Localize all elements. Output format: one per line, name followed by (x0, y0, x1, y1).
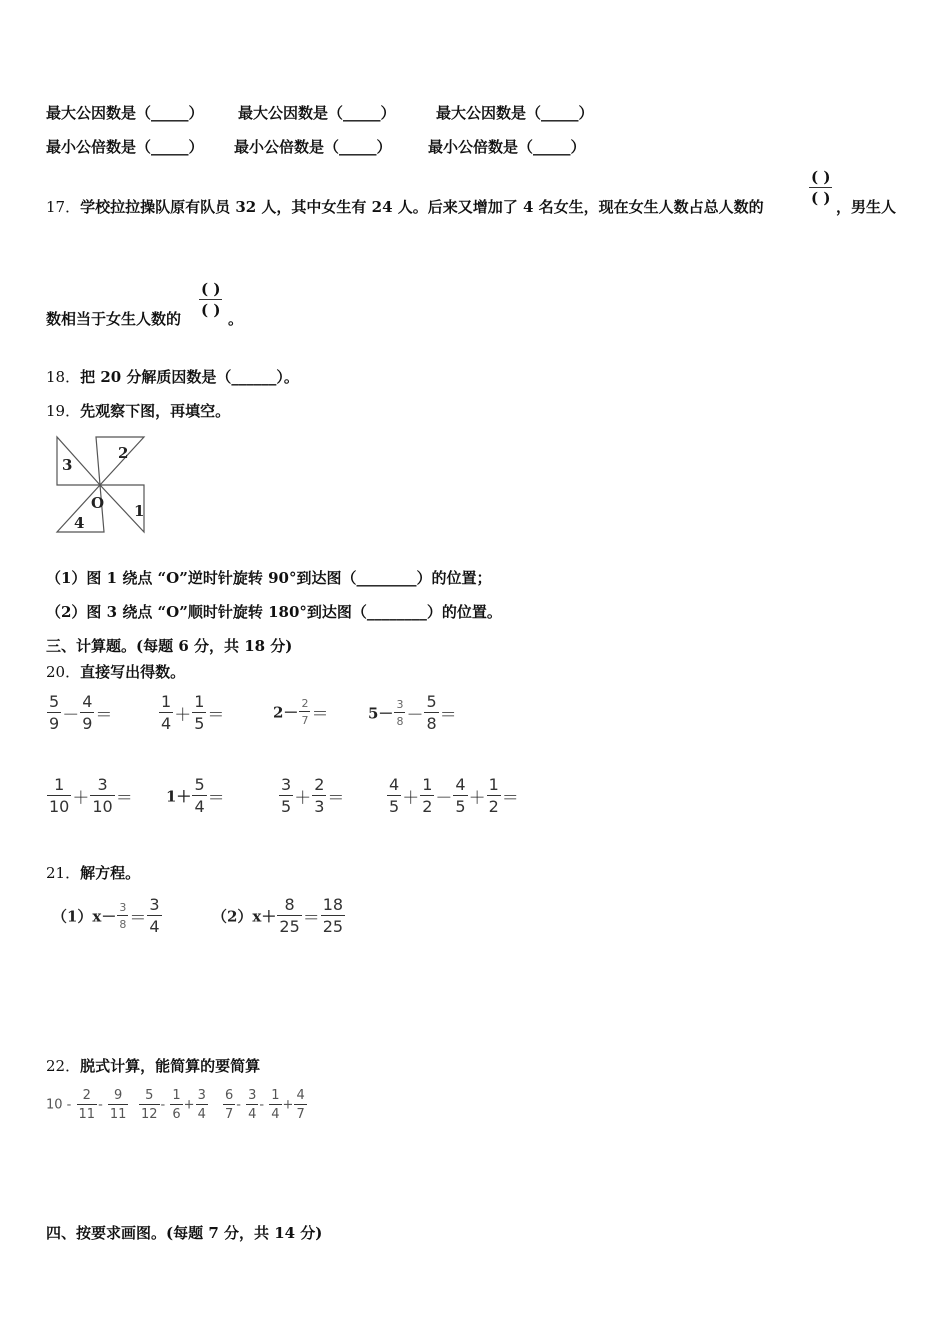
lcm-blank-3: 最小公倍数是（_____） (428, 138, 586, 156)
fraction-numerator-blank: ( ) (811, 168, 831, 186)
question-text: 学校拉拉操队原有队员 32 人，其中女生有 24 人。后来又增加了 4 名女生，现在女生人数占总人数的 (80, 198, 764, 216)
eq-text: ＝ (115, 788, 133, 809)
fraction-denominator-blank: ( ) (811, 189, 831, 207)
a-d-text: 7 (225, 1107, 234, 1122)
a-d-text: 9 (49, 714, 60, 733)
lcm-blank-1: 最小公倍数是（_____） (46, 138, 204, 156)
b-n-text: 2 (314, 775, 325, 794)
b-d-text: 10 (92, 797, 113, 816)
op-text: ＋ (294, 788, 312, 809)
figure-label-3: 3 (62, 456, 73, 474)
a-n-text: 4 (389, 775, 400, 794)
lcm-blank-2: 最小公倍数是（_____） (234, 138, 392, 156)
question-19-sub1: （1）图 1 绕点 “O”逆时针旋转 90°到达图（________）的位置； (46, 569, 492, 587)
a-n-text: 5 (139, 1089, 160, 1105)
question-19 (46, 400, 230, 421)
a-n-text: 6 (225, 1088, 234, 1103)
expression-20-6 (166, 777, 225, 815)
title-text: 四、按要求画图。(每题 7 分，共 14 分) (46, 1224, 323, 1242)
eq-text: ＝ (302, 908, 320, 929)
question-20 (46, 661, 185, 682)
d-d-text: 7 (296, 1107, 305, 1122)
a-d-text: 11 (78, 1107, 96, 1122)
b-d-text: 5 (194, 714, 205, 733)
a-n-text: 3 (396, 698, 404, 711)
b-d-text: 3 (314, 797, 325, 816)
eq-text: ＝ (95, 705, 113, 726)
d-d-text: 2 (488, 797, 499, 816)
num-text: 18． (46, 368, 81, 386)
op-text: - (98, 1097, 103, 1113)
c-n-text: 4 (455, 775, 466, 794)
a-n-text: 1 (161, 692, 172, 711)
a-d-text: 10 (49, 797, 70, 816)
op2-text: - (259, 1097, 265, 1113)
gcd-blank-2: 最大公因数是（_____） (238, 104, 396, 122)
expression-22-3 (222, 1089, 308, 1121)
op-text: ＋ (174, 705, 192, 726)
a-d-text: 8 (119, 918, 127, 931)
b-d-text: 6 (172, 1107, 181, 1122)
op2-text: － (435, 788, 453, 809)
d-n-text: 4 (296, 1088, 305, 1103)
b-n-text: 9 (108, 1089, 129, 1105)
title-text: 三、计算题。(每题 6 分，共 18 分) (46, 637, 293, 655)
a-d-text: 25 (279, 917, 300, 936)
a-n-text: 3 (281, 775, 292, 794)
eq-text: ＝ (311, 704, 329, 725)
op1-text: - (236, 1097, 241, 1113)
eq-text: ＝ (439, 705, 457, 726)
question-18 (46, 366, 299, 387)
label-text: （2）x＋ (212, 907, 277, 926)
b-n-text: 5 (194, 775, 205, 794)
b-d-text: 8 (426, 714, 437, 733)
text-text: 解方程。 (80, 864, 141, 882)
c-n-text: 1 (271, 1088, 280, 1103)
op3-text: + (282, 1097, 294, 1113)
a-n-text: 5 (49, 692, 60, 711)
blank-text: ( ) (201, 280, 221, 298)
text-text: 把 20 分解质因数是（______）。 (80, 368, 299, 386)
fraction-blank-2 (198, 282, 223, 318)
b-n-text: 3 (248, 1088, 257, 1103)
op-text: － (62, 705, 80, 726)
section-3-title (46, 635, 292, 656)
c-d-text: 4 (271, 1107, 280, 1122)
question-17-line2 (46, 308, 181, 329)
question-number: 17． (46, 198, 81, 216)
text2-text: ，男生人 (836, 198, 897, 216)
op3-text: ＋ (468, 788, 486, 809)
a-n-text: 1 (47, 777, 71, 796)
question-17-line1 (46, 196, 764, 217)
op1-text: - (160, 1097, 166, 1113)
d-n-text: 1 (488, 775, 499, 794)
b-d-text: 4 (149, 917, 160, 936)
figure-label-o: O (91, 494, 105, 512)
a-d-text: 8 (396, 715, 404, 728)
w-text: 10 - (46, 1097, 72, 1113)
a-d-text: 5 (281, 797, 292, 816)
question-17-tail (836, 196, 896, 217)
label-text: （1）x－ (52, 907, 117, 926)
eq-text: ＝ (129, 908, 147, 929)
a-n-text: 2 (77, 1089, 98, 1105)
expression-20-7 (278, 777, 344, 815)
a-n-text: 8 (277, 897, 301, 916)
text-text: 脱式计算，能简算的要简算 (80, 1057, 261, 1075)
expression-22-2 (138, 1089, 209, 1121)
b-d-text: 2 (422, 797, 433, 816)
w-text: 1＋ (166, 787, 192, 806)
op-text: ＋ (72, 788, 90, 809)
expression-20-3 (273, 698, 328, 726)
b-n-text: 4 (82, 692, 93, 711)
b-n-text: 18 (322, 895, 344, 914)
figure-label-2: 2 (118, 444, 129, 462)
figure-label-4: 4 (74, 514, 85, 532)
blank-text: ( ) (201, 301, 221, 319)
pinwheel-figure (50, 432, 150, 534)
b-n-text: 5 (426, 692, 437, 711)
num-text: 22． (46, 1057, 81, 1075)
expression-20-4 (368, 694, 457, 732)
a-n-text: 3 (119, 901, 127, 914)
w-text: 2－ (273, 703, 299, 722)
text4-text: 。 (228, 310, 244, 328)
b-d-text: 4 (248, 1107, 257, 1122)
b-d-text: 7 (301, 714, 309, 727)
expression-20-5 (46, 777, 133, 815)
question-21 (46, 862, 140, 883)
b-d-text: 4 (194, 797, 205, 816)
fraction-blank-1 (808, 170, 833, 206)
w-text: 5－ (368, 704, 394, 723)
num-text: 20． (46, 663, 81, 681)
b-n-text: 1 (194, 692, 205, 711)
eq-text: ＝ (207, 788, 225, 809)
text-text: 直接写出得数。 (80, 663, 186, 681)
gcd-blank-1: 最大公因数是（_____） (46, 104, 204, 122)
b-d-text: 11 (109, 1107, 127, 1122)
op-text: － (406, 705, 424, 726)
expression-20-2 (158, 694, 224, 732)
expression-20-8 (386, 777, 519, 815)
question-22 (46, 1055, 260, 1076)
a-d-text: 12 (141, 1107, 158, 1122)
eq-text: ＝ (207, 705, 225, 726)
op1-text: ＋ (402, 788, 420, 809)
question-19-sub2: （2）图 3 绕点 “O”顺时针旋转 180°到达图（________）的位置。 (46, 603, 502, 621)
expression-20-1 (46, 694, 112, 732)
b-n-text: 1 (422, 775, 433, 794)
b-d-text: 9 (82, 714, 93, 733)
op2-text: + (183, 1097, 195, 1113)
b-n-text: 3 (90, 777, 114, 796)
a-d-text: 4 (161, 714, 172, 733)
equation-21-1 (52, 897, 163, 935)
b-n-text: 3 (149, 895, 160, 914)
num-text: 21． (46, 864, 81, 882)
c-d-text: 5 (455, 797, 466, 816)
c-d-text: 4 (197, 1107, 206, 1122)
num-text: 19． (46, 402, 81, 420)
c-n-text: 3 (197, 1088, 206, 1103)
text3-text: 数相当于女生人数的 (46, 310, 182, 328)
question-17-end (228, 308, 243, 329)
b-d-text: 25 (322, 917, 344, 936)
equation-21-2 (212, 897, 346, 935)
eq-text: ＝ (327, 788, 345, 809)
b-n-text: 1 (172, 1088, 181, 1103)
section-4-title (46, 1222, 322, 1243)
text-text: 先观察下图，再填空。 (80, 402, 231, 420)
eq-text: ＝ (501, 788, 519, 809)
b-n-text: 2 (301, 697, 309, 710)
a-d-text: 5 (389, 797, 400, 816)
expression-22-1 (46, 1089, 129, 1121)
figure-label-1: 1 (134, 502, 145, 520)
gcd-blank-3: 最大公因数是（_____） (436, 104, 594, 122)
